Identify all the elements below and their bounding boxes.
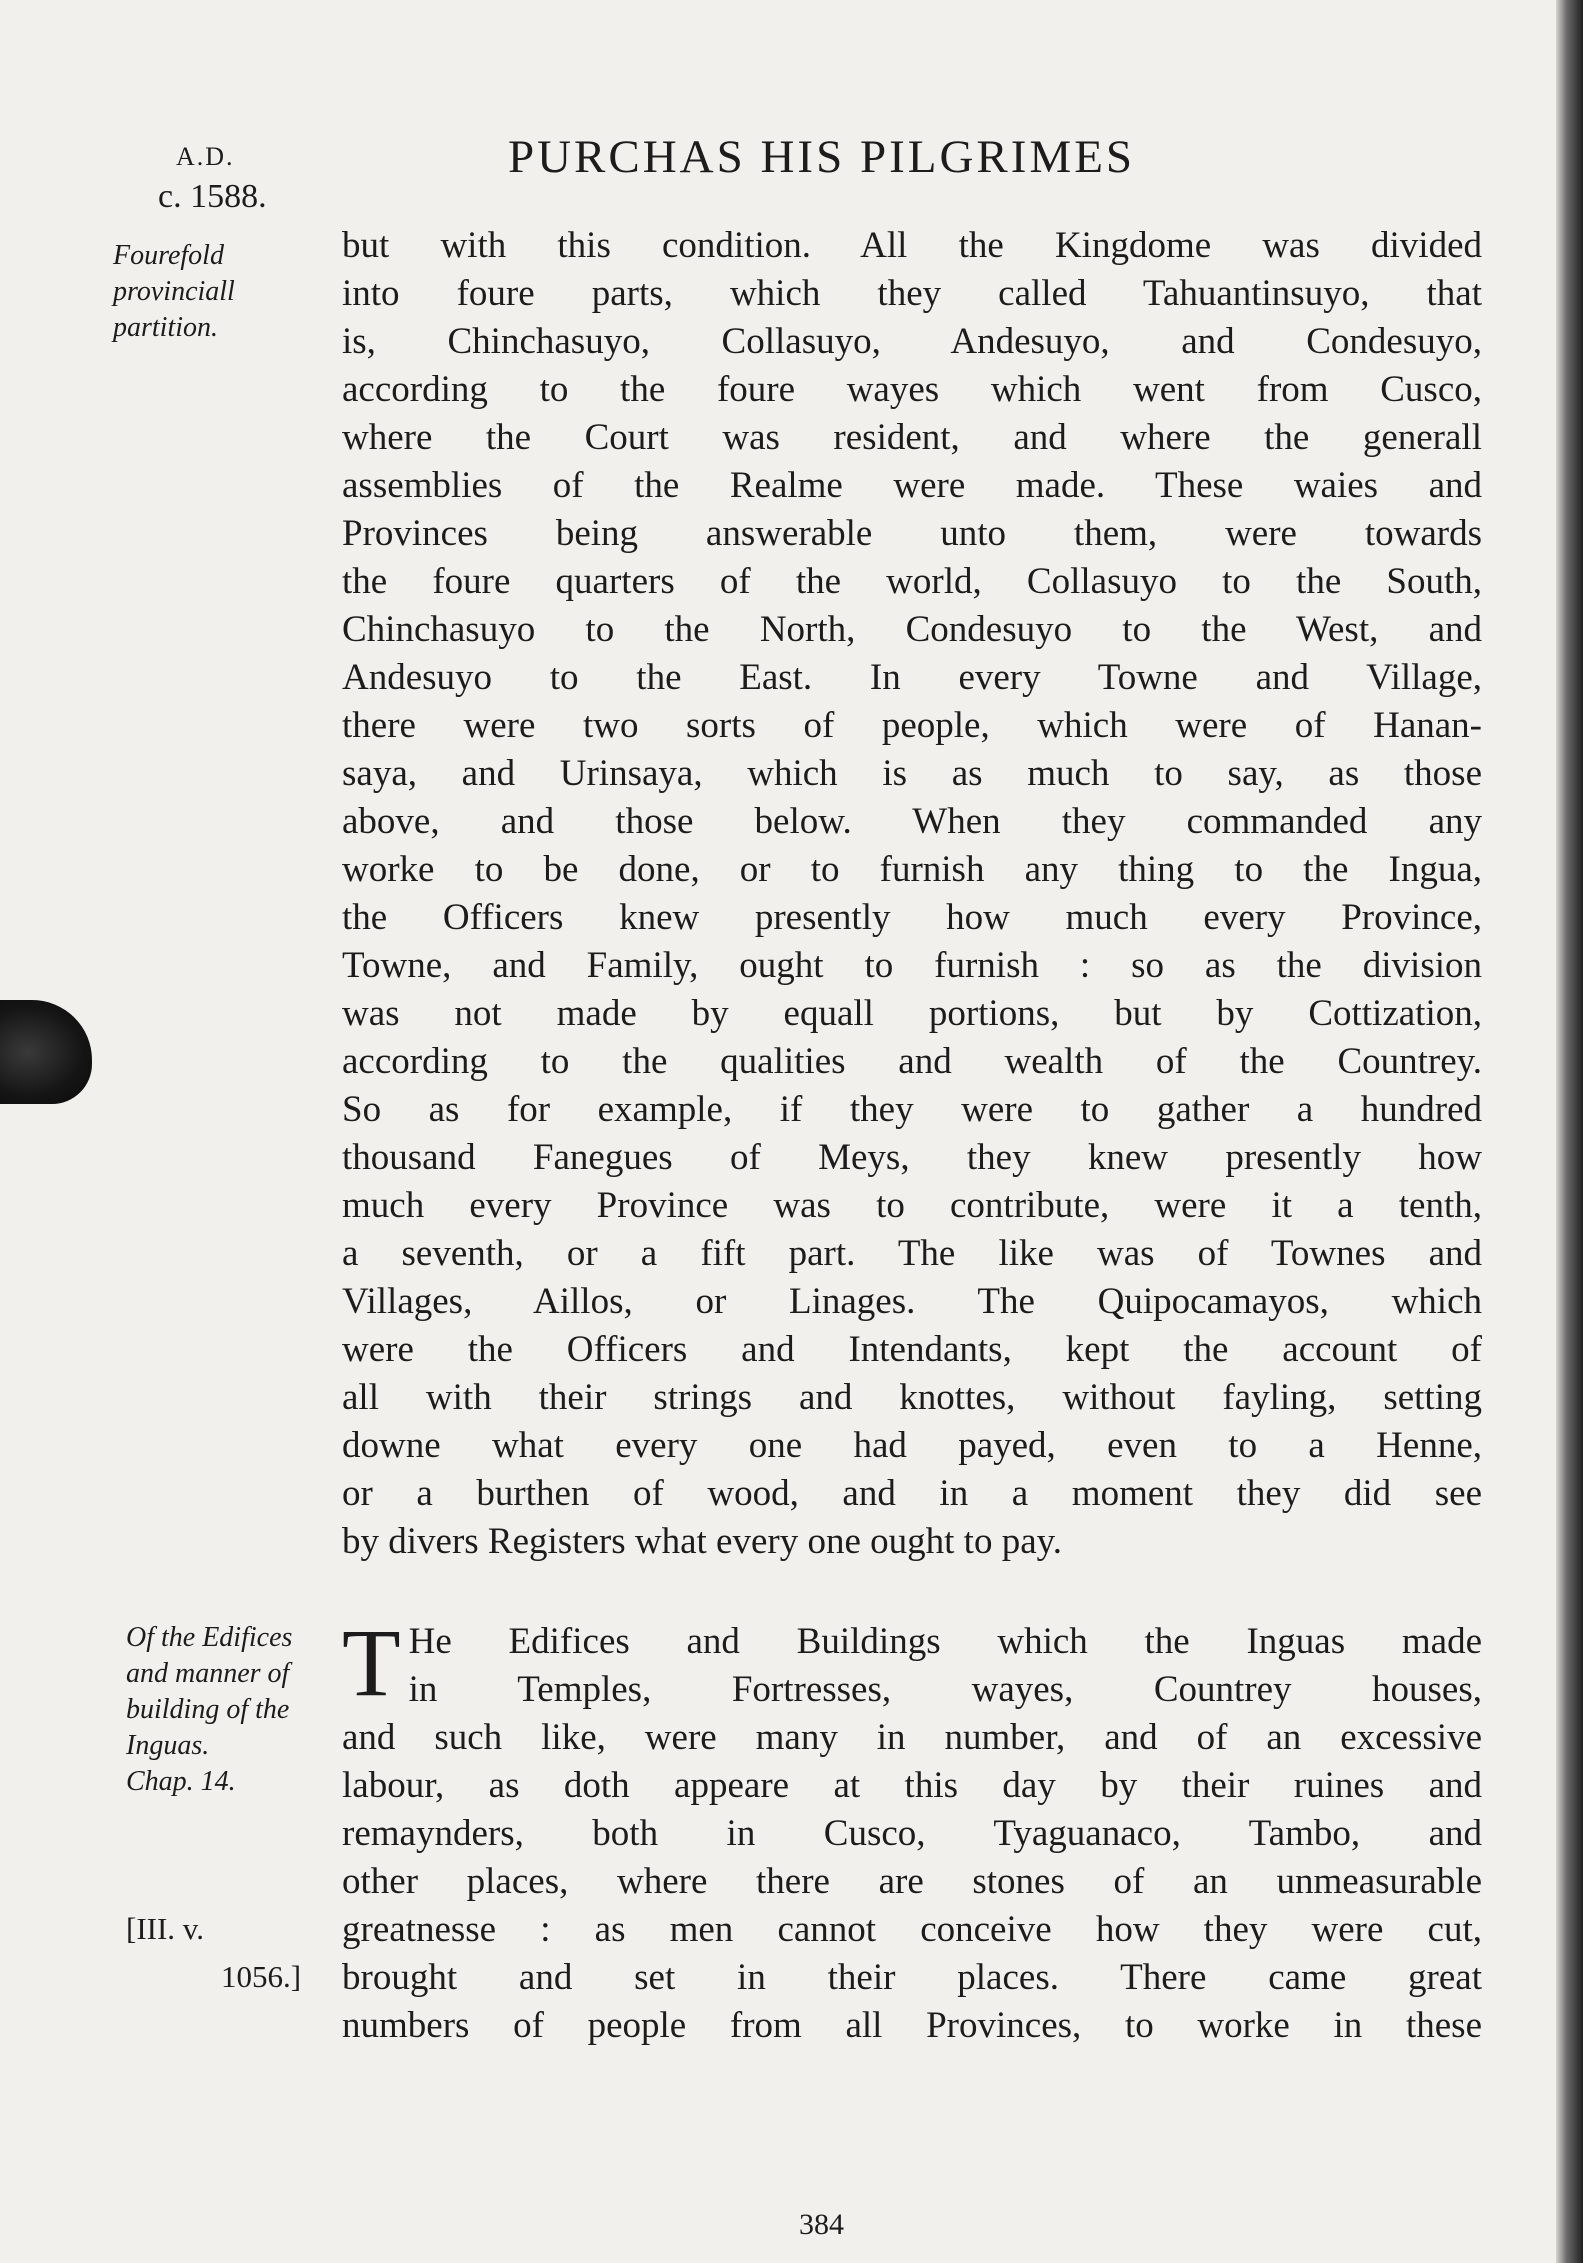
text-line: thousand Fanegues of Meys, they knew presently how <box>342 1137 1482 1178</box>
text-line: the Officers knew presently how much every Province, <box>342 897 1482 938</box>
text-line: greatnesse : as men cannot conceive how they were cut, <box>342 1909 1482 1950</box>
text-line: Villages, Aillos, or Linages. The Quipocamayos, which <box>342 1281 1482 1322</box>
text-line: all with their strings and knottes, without fayling, setting <box>342 1377 1482 1418</box>
paragraph-2 <box>342 1609 1482 2050</box>
margin-note-line: Of the Edifices <box>126 1622 293 1653</box>
text-line: Andesuyo to the East. In every Towne and Village, <box>342 657 1482 698</box>
text-line: according to the qualities and wealth of the Countrey. <box>342 1041 1482 1082</box>
text-line: in Temples, Fortresses, wayes, Countrey houses, <box>408 1669 1482 1710</box>
margin-note-volume-ref <box>126 1905 301 2001</box>
text-line: He Edifices and Buildings which the Inguas made <box>408 1621 1482 1662</box>
text-line: labour, as doth appeare at this day by their ruines and <box>342 1765 1482 1806</box>
text-line: So as for example, if they were to gather a hundred <box>342 1089 1482 1130</box>
text-line: remaynders, both in Cusco, Tyaguanaco, Tambo, and <box>342 1813 1482 1854</box>
text-line: downe what every one had payed, even to a Henne, <box>342 1425 1482 1466</box>
text-line: worke to be done, or to furnish any thing to the Ingua, <box>342 849 1482 890</box>
margin-note-line: and manner of <box>126 1658 290 1689</box>
margin-note-line: Inguas. <box>126 1730 210 1761</box>
thumb-shadow <box>0 1000 92 1104</box>
text-line: was not made by equall portions, but by Cottization, <box>342 993 1482 1034</box>
paragraph-1 <box>342 222 1482 1566</box>
drop-cap: T <box>342 1609 401 1716</box>
text-line: into foure parts, which they called Tahuantinsuyo, that <box>342 273 1482 314</box>
text-line: a seventh, or a fift part. The like was of Townes and <box>342 1233 1482 1274</box>
page-number: 384 <box>799 2208 844 2241</box>
text-line: but with this condition. All the Kingdome was divided <box>342 225 1482 266</box>
margin-note-partition <box>113 238 313 346</box>
margin-note-edifices <box>126 1620 336 1800</box>
header-year: c. 1588. <box>158 178 267 215</box>
running-head: PURCHAS HIS PILGRIMES <box>507 131 1136 183</box>
margin-note-line: building of the <box>126 1694 290 1725</box>
text-line: according to the foure wayes which went from Cusco, <box>342 369 1482 410</box>
margin-note-line: Chap. 14. <box>126 1766 236 1797</box>
margin-note-line: [III. v. <box>126 1911 205 1946</box>
text-line: is, Chinchasuyo, Collasuyo, Andesuyo, and Condesuyo, <box>342 321 1482 362</box>
text-line: and such like, were many in number, and of an excessive <box>342 1717 1482 1758</box>
text-line: Chinchasuyo to the North, Condesuyo to the West, and <box>342 609 1482 650</box>
text-line: the foure quarters of the world, Collasuyo to the South, <box>342 561 1482 602</box>
text-line: were the Officers and Intendants, kept the account of <box>342 1329 1482 1370</box>
text-line: assemblies of the Realme were made. These waies and <box>342 465 1482 506</box>
margin-note-line: 1056.] <box>221 1959 302 1994</box>
text-line: by divers Registers what every one ought to pay. <box>342 1521 1062 1562</box>
text-line: Provinces being answerable unto them, were towards <box>342 513 1482 554</box>
text-line: other places, where there are stones of an unmeasurable <box>342 1861 1482 1902</box>
text-line: above, and those below. When they commanded any <box>342 801 1482 842</box>
text-line: much every Province was to contribute, were it a tenth, <box>342 1185 1482 1226</box>
margin-note-line: partition. <box>113 312 219 343</box>
text-line: Towne, and Family, ought to furnish : so as the division <box>342 945 1482 986</box>
text-line: brought and set in their places. There came great <box>342 1957 1482 1998</box>
page-edge <box>1556 0 1583 2263</box>
text-line: saya, and Urinsaya, which is as much to say, as those <box>342 753 1482 794</box>
text-line: or a burthen of wood, and in a moment they did see <box>342 1473 1482 1514</box>
text-line: there were two sorts of people, which were of Hanan- <box>342 705 1482 746</box>
header-ad: A.D. <box>176 142 235 171</box>
text-line: numbers of people from all Provinces, to worke in these <box>342 2005 1482 2046</box>
text-line: where the Court was resident, and where the generall <box>342 417 1482 458</box>
margin-note-line: Fourefold <box>113 240 224 271</box>
margin-note-line: provinciall <box>113 276 235 307</box>
